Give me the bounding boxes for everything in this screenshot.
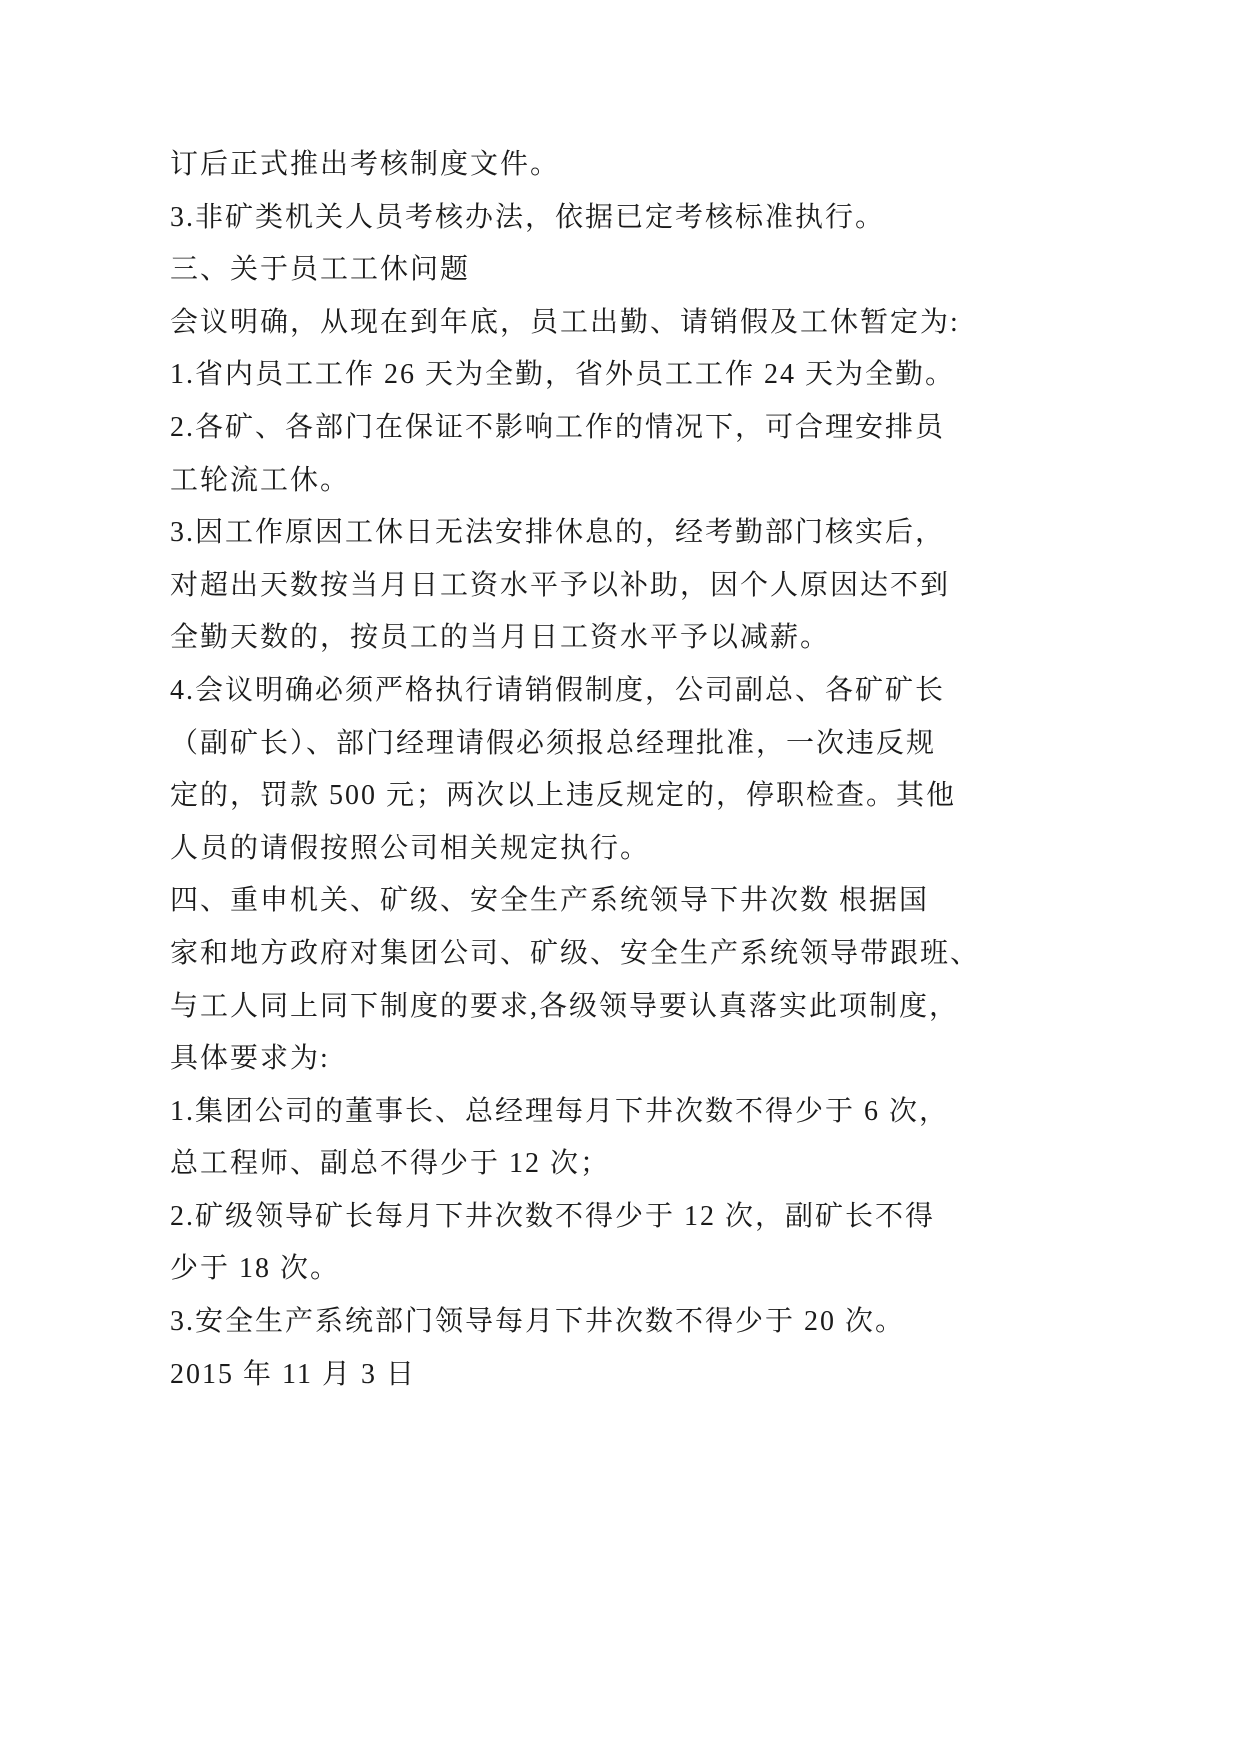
paragraph-line: 与工人同上同下制度的要求,各级领导要认真落实此项制度， xyxy=(170,990,960,1022)
list-item: 3.安全生产系统部门领导每月下井次数不得少于 20 次。 xyxy=(170,1306,906,1338)
paragraph-line: 家和地方政府对集团公司、矿级、安全生产系统领导带跟班、 xyxy=(170,937,981,969)
paragraph-line: （副矿长）、部门经理请假必须报总经理批准，一次违反规 xyxy=(170,727,937,759)
paragraph-line: 订后正式推出考核制度文件。 xyxy=(170,149,561,180)
date-line: 2015 年 11 月 3 日 xyxy=(170,1358,416,1390)
document-body xyxy=(170,139,981,1401)
paragraph-line: 具体要求为: xyxy=(170,1043,330,1075)
list-item: 1.省内员工工作 26 天为全勤，省外员工工作 24 天为全勤。 xyxy=(170,359,956,391)
list-item: 2.矿级领导矿长每月下井次数不得少于 12 次，副矿长不得 xyxy=(170,1200,936,1232)
paragraph-line: 人员的请假按照公司相关规定执行。 xyxy=(170,832,651,864)
paragraph-line: 全勤天数的，按员工的当月日工资水平予以减薪。 xyxy=(170,622,831,654)
list-item: 4.会议明确必须严格执行请销假制度，公司副总、各矿矿长 xyxy=(170,674,946,706)
section-heading: 四、重申机关、矿级、安全生产系统领导下井次数 根据国 xyxy=(170,885,930,917)
list-item: 2.各矿、各部门在保证不影响工作的情况下，可合理安排员 xyxy=(170,411,946,443)
section-heading: 三、关于员工工休问题 xyxy=(170,254,471,286)
list-item: 3.因工作原因工休日无法安排休息的，经考勤部门核实后， xyxy=(170,517,946,549)
paragraph-line: 工轮流工休。 xyxy=(170,464,351,496)
paragraph-line: 对超出天数按当月日工资水平予以补助，因个人原因达不到 xyxy=(170,569,951,601)
list-item: 1.集团公司的董事长、总经理每月下井次数不得少于 6 次， xyxy=(170,1095,950,1127)
paragraph-line: 会议明确，从现在到年底，员工出勤、请销假及工休暂定为: xyxy=(170,306,960,338)
list-item: 3.非矿类机关人员考核办法，依据已定考核标准执行。 xyxy=(170,201,886,233)
paragraph-line: 少于 18 次。 xyxy=(170,1253,341,1285)
paragraph-line: 定的，罚款 500 元；两次以上违反规定的，停职检查。其他 xyxy=(170,780,957,812)
paragraph-line: 总工程师、副总不得少于 12 次； xyxy=(170,1148,611,1180)
